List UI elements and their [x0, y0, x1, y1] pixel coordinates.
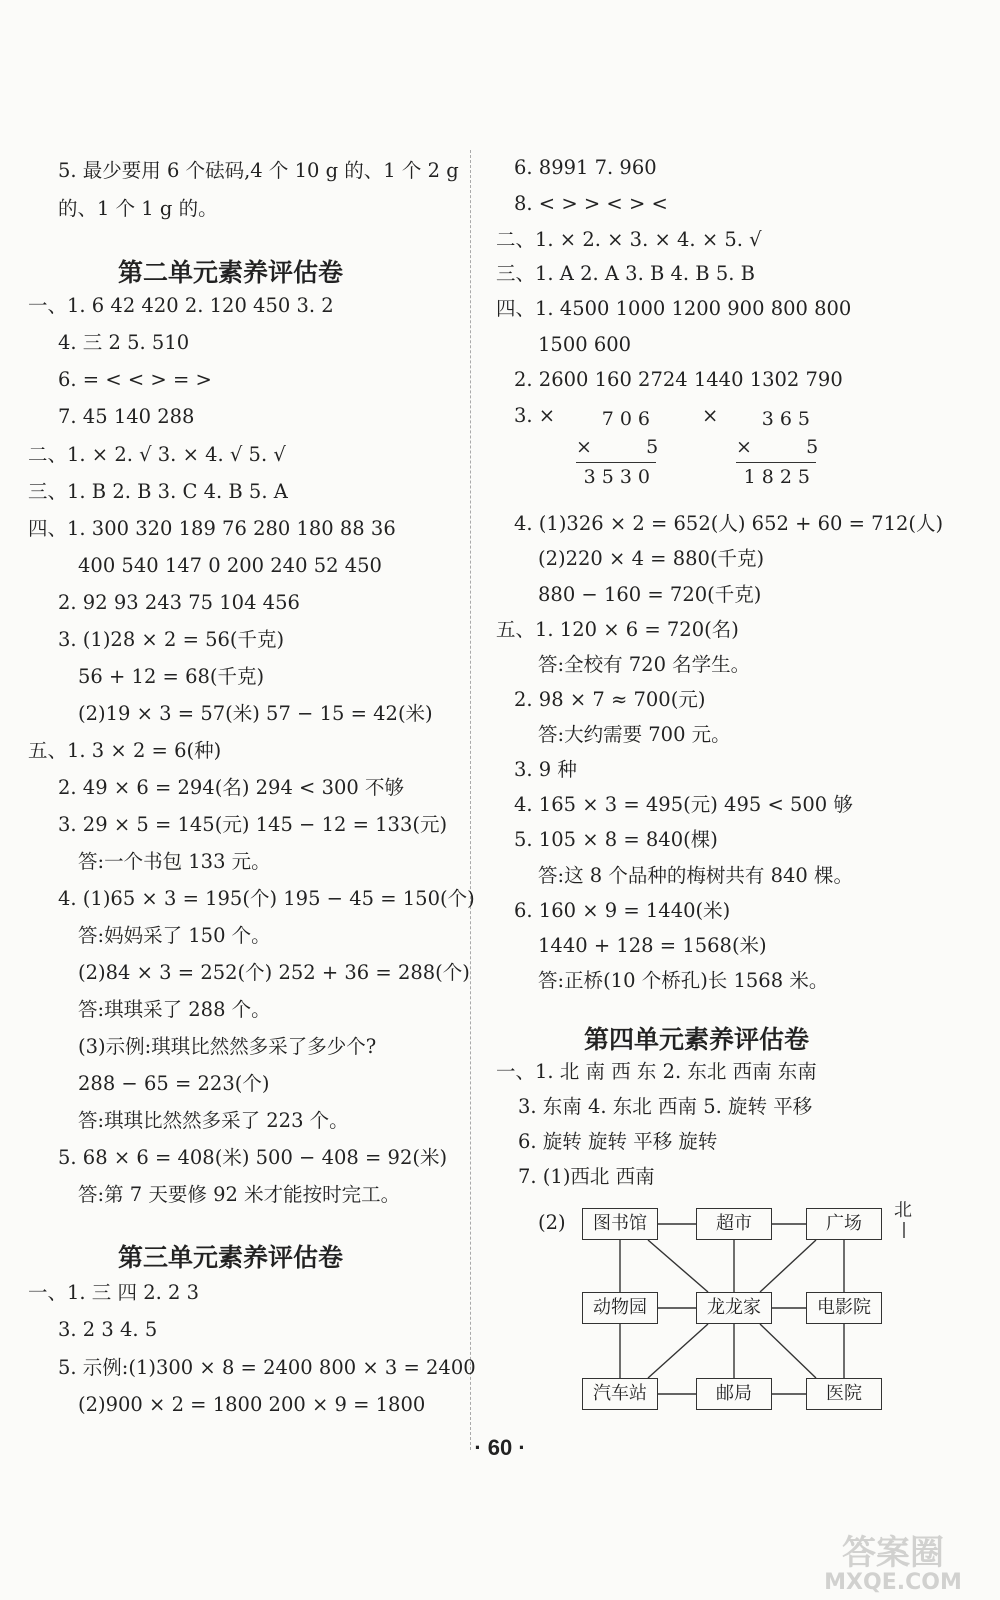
product: 1825: [743, 466, 816, 488]
node-hospital: 医院: [806, 1378, 882, 1410]
answer-line: 答:大约需要 700 元。: [538, 723, 731, 746]
answer-line: 8. < > > < > <: [514, 192, 668, 215]
answer-line: 5. 105 × 8 = 840(棵): [514, 828, 718, 851]
answer-line: 56 + 12 = 68(千克): [78, 665, 265, 688]
section-heading-unit2: 第二单元素养评估卷: [118, 258, 344, 287]
answer-line: 880 − 160 = 720(千克): [538, 583, 762, 606]
answer-line: 3. 东南 4. 东北 西南 5. 旋转 平移: [518, 1095, 813, 1118]
column-divider: [470, 150, 471, 1450]
answer-line: 三、1. A 2. A 3. B 4. B 5. B: [496, 262, 755, 285]
watermark-domain: MXQE.COM: [824, 1570, 962, 1595]
answer-line: 6. 8991 7. 960: [514, 156, 657, 179]
multiplicand: 706: [601, 408, 656, 430]
answer-line: 五、1. 3 × 2 = 6(种): [28, 739, 222, 762]
answer-line: 5. 最少要用 6 个砝码,4 个 10 g 的、1 个 2 g: [58, 159, 459, 182]
connector-line: [760, 1240, 816, 1292]
answer-line: 3. 29 × 5 = 145(元) 145 − 12 = 133(元): [58, 813, 448, 836]
answer-line: 答:琪琪采了 288 个。: [78, 998, 271, 1021]
answer-line: 1440 + 128 = 1568(米): [538, 934, 767, 957]
answer-line: 6. = < < > = >: [58, 368, 212, 391]
answer-line: 答:正桥(10 个桥孔)长 1568 米。: [538, 969, 829, 992]
node-square: 广场: [806, 1208, 882, 1240]
answer-line: 答:琪琪比然然多采了 223 个。: [78, 1109, 349, 1132]
answer-line: 答:妈妈采了 150 个。: [78, 924, 271, 947]
multiplier: × 5: [576, 436, 665, 458]
answer-line: 6. 旋转 旋转 平移 旋转: [518, 1130, 718, 1153]
map-question-label: (2): [538, 1211, 566, 1234]
answer-line: 4. (1)326 × 2 = 652(人) 652 + 60 = 712(人): [514, 512, 944, 535]
answer-line: 1500 600: [538, 333, 632, 356]
answer-line: 3. ×: [514, 404, 556, 427]
answer-line: 4. 三 2 5. 510: [58, 331, 190, 354]
answer-line: 288 − 65 = 223(个): [78, 1072, 270, 1095]
node-cinema: 电影院: [806, 1292, 882, 1324]
answer-line: 一、1. 三 四 2. 2 3: [28, 1281, 200, 1304]
node-zoo: 动物园: [582, 1292, 658, 1324]
answer-line: 7. 45 140 288: [58, 405, 195, 428]
node-bus-station: 汽车站: [582, 1378, 658, 1410]
answer-line: (2)900 × 2 = 1800 200 × 9 = 1800: [78, 1393, 426, 1416]
answer-line: 四、1. 4500 1000 1200 900 800 800: [496, 297, 852, 320]
answer-line: 的、1 个 1 g 的。: [58, 197, 218, 220]
answer-line: 3. 2 3 4. 5: [58, 1318, 158, 1341]
answer-line: 二、1. × 2. √ 3. × 4. √ 5. √: [28, 443, 286, 466]
watermark-logo: [808, 1534, 978, 1594]
section-heading-unit3: 第三单元素养评估卷: [118, 1243, 344, 1272]
node-post-office: 邮局: [696, 1378, 772, 1410]
answer-line: 一、1. 6 42 420 2. 120 450 3. 2: [28, 294, 334, 317]
watermark-text: 答案圈: [842, 1533, 944, 1573]
answer-line: (3)示例:琪琪比然然多采了多少个?: [78, 1035, 377, 1058]
answer-line: 二、1. × 2. × 3. × 4. × 5. √: [496, 228, 762, 251]
north-indicator: 北: [894, 1200, 912, 1221]
answer-line: (2)19 × 3 = 57(米) 57 − 15 = 42(米): [78, 702, 433, 725]
answer-line: 答:第 7 天要修 92 米才能按时完工。: [78, 1183, 401, 1206]
answer-line: 2. 92 93 243 75 104 456: [58, 591, 300, 614]
answer-line: 3. (1)28 × 2 = 56(千克): [58, 628, 285, 651]
answer-line: 3. 9 种: [514, 758, 577, 781]
multiplier: × 5: [736, 436, 825, 458]
product: 3530: [583, 466, 656, 488]
node-supermarket: 超市: [696, 1208, 772, 1240]
direction-map: [508, 1198, 968, 1458]
connector-line: [648, 1324, 708, 1378]
answer-line: 答:这 8 个品种的梅树共有 840 棵。: [538, 864, 853, 887]
answer-line: 5. 示例:(1)300 × 8 = 2400 800 × 3 = 2400: [58, 1356, 476, 1379]
answer-line: 4. 165 × 3 = 495(元) 495 < 500 够: [514, 793, 853, 816]
answer-line: (2)220 × 4 = 880(千克): [538, 547, 765, 570]
answer-line: 5. 68 × 6 = 408(米) 500 − 408 = 92(米): [58, 1146, 448, 1169]
answer-line: 答:一个书包 133 元。: [78, 850, 271, 873]
answer-line: 五、1. 120 × 6 = 720(名): [496, 618, 739, 641]
answer-line: 7. (1)西北 西南: [518, 1165, 655, 1188]
multiplicand: 365: [761, 408, 816, 430]
answer-line: 答:全校有 720 名学生。: [538, 653, 751, 676]
node-library: 图书馆: [582, 1208, 658, 1240]
answer-line: 一、1. 北 南 西 东 2. 东北 西南 东南: [496, 1060, 817, 1083]
section-heading-unit4: 第四单元素养评估卷: [584, 1025, 810, 1054]
answer-line: 2. 2600 160 2724 1440 1302 790: [514, 368, 843, 391]
page-number: · 60 ·: [474, 1435, 526, 1460]
answer-line: 2. 98 × 7 ≈ 700(元): [514, 688, 706, 711]
vertical-multiplication-706: [576, 405, 665, 491]
answer-line: 400 540 147 0 200 240 52 450: [78, 554, 382, 577]
node-longlong-home: 龙龙家: [696, 1292, 772, 1324]
answer-line: 4. (1)65 × 3 = 195(个) 195 − 45 = 150(个): [58, 887, 475, 910]
answer-line: 三、1. B 2. B 3. C 4. B 5. A: [28, 480, 288, 503]
answer-line: 四、1. 300 320 189 76 280 180 88 36: [28, 517, 396, 540]
connector-line: [648, 1240, 708, 1292]
answer-line: 2. 49 × 6 = 294(名) 294 < 300 不够: [58, 776, 405, 799]
connector-line: [760, 1324, 816, 1378]
answer-line: (2)84 × 3 = 252(个) 252 + 36 = 288(个): [78, 961, 470, 984]
vertical-multiplication-365: [736, 405, 825, 491]
answer-line: 6. 160 × 9 = 1440(米): [514, 899, 731, 922]
answer-mark: ×: [702, 404, 719, 427]
